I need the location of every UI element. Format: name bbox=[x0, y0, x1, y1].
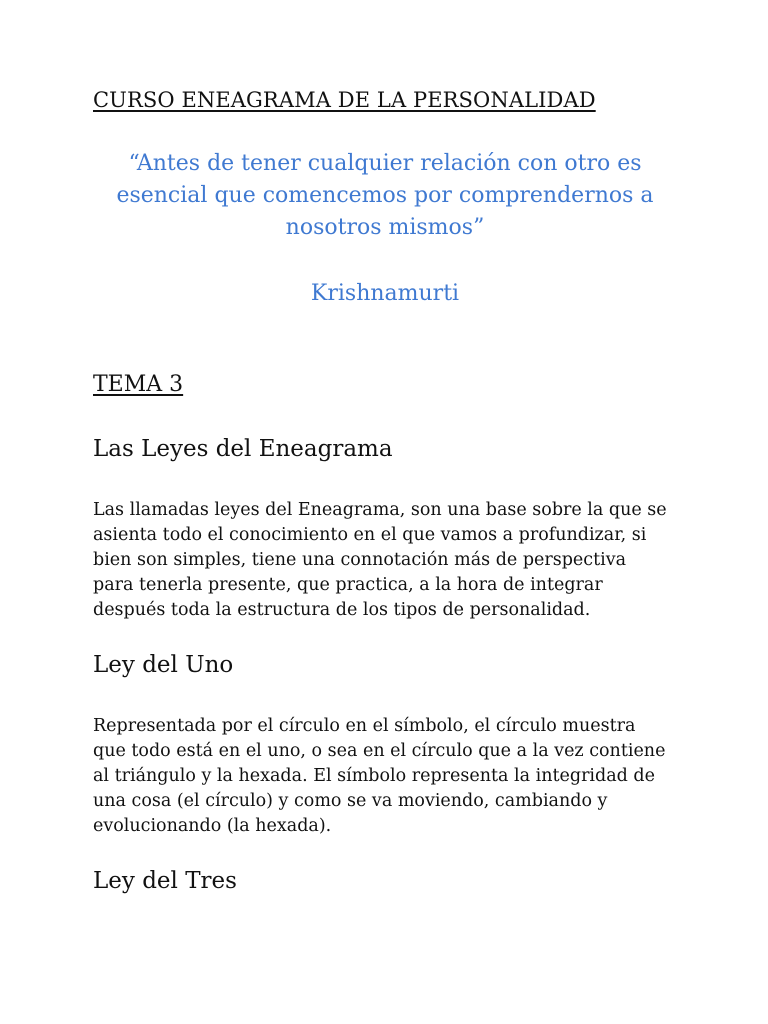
section-paragraph-ley-del-uno bbox=[93, 714, 683, 839]
paragraph-line: para tenerla presente, que practica, a la hora de integrar bbox=[93, 575, 603, 595]
quote-line: esencial que comencemos por comprendernos a bbox=[116, 183, 654, 208]
paragraph-line: evolucionando (la hexada). bbox=[93, 816, 332, 836]
quote-line: nosotros mismos” bbox=[285, 215, 485, 240]
tema-label: TEMA 3 bbox=[93, 372, 184, 397]
paragraph-line: bien son simples, tiene una connotación más de perspectiva bbox=[93, 550, 627, 570]
paragraph-line: al triángulo y la hexada. El símbolo representa la integridad de bbox=[93, 766, 655, 786]
section-heading-leyes: Las Leyes del Eneagrama bbox=[93, 436, 393, 462]
paragraph-line: que todo está en el uno, o sea en el círculo que a la vez contiene bbox=[93, 741, 666, 761]
paragraph-line: asienta todo el conocimiento en el que vamos a profundizar, si bbox=[93, 525, 647, 545]
paragraph-line: Las llamadas leyes del Eneagrama, son una base sobre la que se bbox=[93, 500, 667, 520]
quote-line: “Antes de tener cualquier relación con otro es bbox=[128, 151, 642, 176]
paragraph-line: una cosa (el círculo) y como se va moviendo, cambiando y bbox=[93, 791, 608, 811]
paragraph-line: Representada por el círculo en el símbolo, el círculo muestra bbox=[93, 716, 636, 736]
course-title: CURSO ENEAGRAMA DE LA PERSONALIDAD bbox=[93, 88, 596, 112]
quote-author: Krishnamurti bbox=[310, 281, 460, 306]
epigraph-quote bbox=[90, 148, 680, 244]
section-heading-ley-del-uno: Ley del Uno bbox=[93, 652, 234, 678]
paragraph-line: después toda la estructura de los tipos de personalidad. bbox=[93, 600, 591, 620]
section-paragraph-leyes bbox=[93, 498, 683, 623]
section-heading-ley-del-tres: Ley del Tres bbox=[93, 868, 237, 894]
